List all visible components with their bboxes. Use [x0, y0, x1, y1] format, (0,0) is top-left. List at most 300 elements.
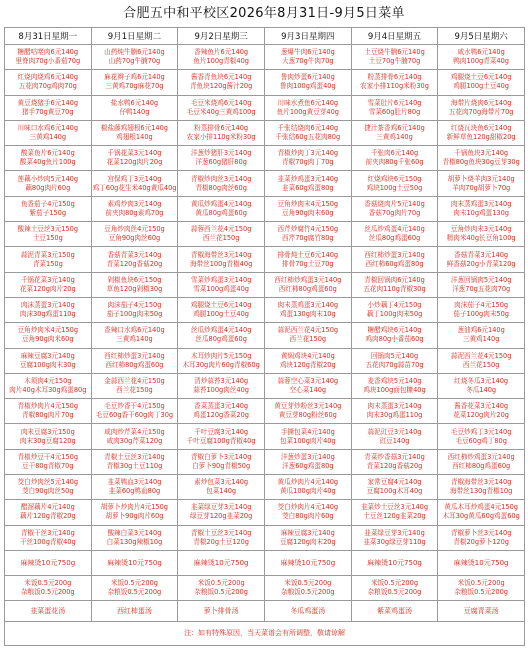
dish-ingredients: 包菜100g肉片40g	[279, 436, 336, 445]
dish-cell	[178, 297, 265, 322]
dish-ingredients: 豆角90g肉末60g	[282, 208, 334, 217]
soup-cell	[91, 600, 178, 621]
soup-cell	[351, 600, 438, 621]
dish-ingredients: 大葱70g牛肉70g	[282, 57, 334, 66]
dish-cell	[351, 171, 438, 196]
day-header-friday: 9月4日星期五	[351, 28, 438, 45]
dish-name: 肉末蒸蛋3元140g	[367, 402, 422, 411]
rice-label: 米饭0.5元200g	[370, 578, 419, 587]
dish-cell	[5, 449, 92, 474]
dish-cell	[351, 399, 438, 424]
dish-name: 酸菜鱼片6元140g	[20, 149, 75, 158]
dish-ingredients: 毛豆米40g三黄鸡100g	[186, 107, 256, 116]
dish-row	[5, 297, 525, 322]
dish-name: 盐水鸭6元140g	[110, 98, 159, 107]
malatang-cell	[178, 550, 265, 575]
dish-cell	[438, 120, 525, 145]
dish-name: 小炒藕丁4元150g	[367, 301, 422, 310]
dish-ingredients: 猪手70g黄豆70g	[22, 107, 74, 116]
dish-name: 千锅鱼块3元140g	[454, 149, 509, 158]
dish-ingredients: 鱼片100g黄豆芽40g	[276, 107, 339, 116]
mixed-grain-rice-label: 杂粮饭0.5元200g	[107, 587, 162, 596]
dish-ingredients: 土豆丝120g韭菜20g	[363, 512, 426, 521]
soup-label: 萝卜排骨汤	[203, 606, 239, 615]
dish-name: 韭菜绿豆芽3元140g	[364, 528, 425, 537]
malatang-row	[5, 550, 525, 575]
dish-cell	[264, 475, 351, 500]
dish-name: 丝瓜炒鸡蛋4元140g	[190, 326, 252, 335]
dish-name: 莲藕小炒肉5元140g	[17, 174, 79, 183]
dish-cell	[5, 146, 92, 171]
page-title: 合肥五中和平校区2026年8月31日-9月5日菜单	[123, 6, 405, 21]
dish-name: 木耳炒肉片5元150g	[190, 351, 252, 360]
dish-ingredients: 西红柿80g鸡蛋60g	[278, 284, 337, 293]
dish-name: 青椒干丝3元140g	[20, 528, 75, 537]
dish-name: 酱香青鱼块6元140g	[190, 73, 252, 82]
dish-cell	[91, 146, 178, 171]
dish-cell	[178, 120, 265, 145]
dish-ingredients: 海带丝130g青椒10g	[449, 487, 513, 496]
dish-ingredients: 酸菜40g鱼片100g	[19, 158, 76, 167]
dish-cell	[178, 449, 265, 474]
dish-row	[5, 120, 525, 145]
dish-name: 青椒土豆丝3元140g	[104, 452, 165, 461]
dish-ingredients: 鲁肉100g鸡蛋40g	[279, 82, 336, 91]
dish-name: 韭菜炒土豆丝3元140g	[360, 503, 429, 512]
day-header-monday: 8月31日星期一	[5, 28, 92, 45]
dish-cell	[438, 373, 525, 398]
dish-ingredients: 西芹70g腐竹80g	[282, 234, 334, 243]
dish-name: 香菜蒸蛋3元140g	[194, 402, 249, 411]
dish-row	[5, 449, 525, 474]
dish-name: 洋葱炒蛋3元140g	[280, 452, 335, 461]
dish-ingredients: 山药70g牛腩70g	[108, 57, 161, 66]
mixed-grain-rice-label: 杂粮饭0.5元200g	[194, 587, 248, 596]
dish-cell	[178, 70, 265, 95]
dish-name: 素炒包菜3元140g	[194, 478, 249, 487]
dish-cell	[264, 120, 351, 145]
dish-cell	[351, 222, 438, 247]
dish-name: 鸡腿烧土豆6元140g	[190, 301, 252, 310]
dish-ingredients: 茄子100g肉末50g	[106, 310, 163, 319]
dish-ingredients: 鸡蛋130g肉末10g	[279, 310, 336, 319]
dish-ingredients: 千叶豆腐100g青椒40g	[186, 436, 256, 445]
malatang-cell	[351, 550, 438, 575]
dish-name: 青椒炒肉丁3元140g	[277, 149, 339, 158]
dish-name: 咸水鸭6元140g	[457, 48, 505, 57]
dish-name: 肉末豆腐3元150g	[20, 427, 75, 436]
dish-ingredients: 千张结60g五花肉80g	[275, 133, 341, 142]
dish-cell	[91, 272, 178, 297]
dish-cell	[5, 475, 92, 500]
dish-name: 鱼香茄子4元150g	[20, 199, 75, 208]
dish-name: 胡萝卜烧羊肉3元140g	[447, 174, 515, 183]
dish-name: 肉沫蒸蛋3元140g	[20, 301, 75, 310]
dish-cell	[264, 449, 351, 474]
dish-cell	[438, 399, 525, 424]
day-header-wednesday: 9月2日星期三	[178, 28, 265, 45]
dish-cell	[351, 424, 438, 449]
dish-name: 千张结烧肉6元140g	[277, 124, 339, 133]
rice-cell	[5, 575, 92, 600]
dish-ingredients: 西兰花150g	[116, 386, 153, 394]
dish-ingredients: 五花肉70g鸡肉70g	[18, 82, 77, 91]
dish-name: 酸辣土豆丝3元150g	[17, 225, 79, 234]
day-header-thursday: 9月3日星期四	[264, 28, 351, 45]
dish-name: 手撕包菜4元140g	[280, 427, 335, 436]
dish-ingredients: 豆腐120g肉末20g	[279, 537, 336, 546]
dish-cell	[5, 424, 92, 449]
dish-cell	[438, 247, 525, 272]
dish-ingredients: 三黄鸡140g	[376, 133, 413, 142]
soup-cell	[264, 600, 351, 621]
dish-name: 酱香花菜3元140g	[454, 402, 509, 411]
dish-name: 肉末蒸鸡蛋3元140g	[450, 199, 512, 208]
dish-cell	[438, 45, 525, 70]
dish-ingredients: 毛豆60g鸡丁80g	[455, 436, 507, 445]
dish-ingredients: 西红柿60g鸡蛋80g	[365, 259, 424, 268]
dish-ingredients: 三黄鸡70g麻花70g	[105, 82, 164, 91]
dish-ingredients: 精肉米40g长豆角100g	[446, 234, 516, 243]
dish-ingredients: 绿豆芽120g韭菜20g	[189, 512, 253, 521]
dish-cell	[438, 171, 525, 196]
dish-name: 丝瓜炒鸡蛋4元140g	[364, 225, 425, 234]
dish-name: 千锅花菜3元140g	[20, 275, 75, 284]
dish-cell	[438, 146, 525, 171]
dish-ingredients: 土豆70g牛腩70g	[368, 57, 421, 66]
dish-row	[5, 171, 525, 196]
soup-label: 紫菜鸡蛋汤	[377, 606, 412, 615]
dish-ingredients: 丝瓜80g鸡蛋60g	[195, 335, 247, 344]
dish-name: 鸡腿烧土豆6元140g	[450, 73, 512, 82]
dish-cell	[5, 297, 92, 322]
dish-cell	[351, 247, 438, 272]
dish-name: 红烧鸡块6元150g	[367, 174, 422, 183]
dish-name: 肉沫茄子4元150g	[107, 301, 162, 310]
dish-ingredients: 蒜苔100g肉丝40g	[193, 386, 249, 394]
dish-ingredients: 雪菜100g鸡蛋40g	[193, 284, 249, 293]
dish-name: 素鸡炒肉3元140g	[107, 199, 162, 208]
dish-ingredients: 咸肉30g芹菜120g	[106, 436, 163, 445]
dish-ingredients: 排骨70g土豆70g	[282, 259, 334, 268]
dish-ingredients: 香菇70g肉片70g	[368, 208, 421, 217]
dish-cell	[91, 348, 178, 373]
dish-name: 土豆烧牛腩6元140g	[364, 48, 425, 57]
dish-cell	[438, 70, 525, 95]
dish-cell	[91, 475, 178, 500]
dish-cell	[178, 373, 265, 398]
dish-ingredients: 包菜140g	[206, 487, 237, 496]
dish-cell	[178, 146, 265, 171]
dish-row	[5, 45, 525, 70]
dish-ingredients: 白萝卜90g青椒50g	[192, 461, 251, 470]
dish-ingredients: 洋葱70g五花肉70g	[452, 284, 511, 293]
dish-cell	[5, 120, 92, 145]
dish-cell	[438, 475, 525, 500]
dish-ingredients: 鲜香菇20g小青菜120g	[446, 259, 516, 268]
dish-ingredients: 三黄鸡140g	[462, 335, 500, 344]
dish-cell	[351, 70, 438, 95]
dish-name: 酸辣白菜3元140g	[107, 528, 162, 537]
mixed-grain-rice-label: 杂粮饭0.5元200g	[20, 587, 75, 596]
dish-cell	[91, 196, 178, 221]
dish-ingredients: 白菜130g辣椒10g	[106, 537, 163, 546]
dish-ingredients: 茭白90g肉丝50g	[22, 487, 74, 496]
dish-ingredients: 农家小排110g米粉30g	[360, 82, 429, 91]
dish-ingredients: 西兰花150g	[462, 360, 500, 369]
dish-ingredients: 青椒20g土豆120g	[193, 537, 249, 546]
dish-cell	[351, 373, 438, 398]
dish-cell	[178, 323, 265, 348]
dish-cell	[178, 399, 265, 424]
dish-ingredients: 毛豆60g香干60g肉丁30g	[95, 411, 174, 420]
dish-ingredients: 花菜120g肉片20g	[106, 158, 163, 167]
dish-ingredients: 新鲜草鱼120g甜椒20g	[446, 133, 516, 142]
dish-name: 剁椒鱼块6元150g	[107, 275, 162, 284]
malatang-label: 麻辣烫10元750g	[20, 558, 76, 567]
dish-name: 胡萝卜炒肉片4元150g	[100, 503, 168, 512]
day-header-row	[5, 28, 525, 45]
dish-cell	[264, 45, 351, 70]
soup-cell	[438, 600, 525, 621]
dish-cell	[438, 424, 525, 449]
dish-cell	[91, 222, 178, 247]
dish-ingredients: 鸡块100g土豆50g	[366, 183, 423, 192]
dish-ingredients: 肉片40g木耳30g鸡蛋80g	[9, 386, 87, 394]
dish-row	[5, 525, 525, 550]
dish-ingredients: 洋葱60g猪肝80g	[195, 158, 247, 167]
dish-name: 青椒海带丝3元140g	[190, 250, 252, 259]
dish-ingredients: 鸭肉100g青菜40g	[453, 57, 509, 66]
dish-cell	[264, 424, 351, 449]
dish-name: 麻辣豆腐3元140g	[280, 528, 335, 537]
dish-cell	[178, 272, 265, 297]
dish-cell	[5, 373, 92, 398]
dish-name: 洋葱炒猪肝3元140g	[190, 149, 252, 158]
dish-cell	[178, 196, 265, 221]
dish-name: 清炒蒜苔3元140g	[194, 377, 249, 385]
dish-cell	[5, 399, 92, 424]
weekly-menu-table	[4, 27, 525, 646]
dish-cell	[264, 348, 351, 373]
dish-name: 糖醋咕咾肉6元140g	[17, 48, 79, 57]
dish-cell	[264, 272, 351, 297]
dish-name: 木须肉4元150g	[24, 377, 72, 385]
dish-ingredients: 西兰花150g	[202, 234, 240, 243]
dish-name: 西红柿炒鸡蛋3元140g	[274, 275, 342, 284]
dish-ingredients: 紫茄子150g	[29, 208, 67, 217]
dish-ingredients: 里脊肉70g小番茄70g	[15, 57, 81, 66]
dish-name: 青椒土豆丝3元140g	[190, 528, 252, 537]
malatang-label: 麻辣烫10元750g	[453, 558, 509, 567]
dish-name: 黄瓜炒肉片4元140g	[277, 478, 339, 487]
dish-ingredients: 五花肉110g青椒30g	[363, 284, 426, 293]
dish-name: 红烧冬瓜3元140g	[454, 377, 509, 385]
dish-name: 茭白炒肉丝5元140g	[17, 478, 79, 487]
dish-ingredients: 三黄鸡140g	[29, 133, 67, 142]
day-header-saturday: 9月5日星期六	[438, 28, 525, 45]
dish-cell	[91, 373, 178, 398]
dish-row	[5, 196, 525, 221]
dish-ingredients: 青菜150g	[32, 259, 63, 268]
dish-row	[5, 399, 525, 424]
dish-cell	[438, 222, 525, 247]
dish-name: 青椒海带丝3元140g	[450, 478, 512, 487]
dish-ingredients: 青椒80g肉片70g	[22, 411, 74, 420]
dish-cell	[178, 424, 265, 449]
dish-name: 香辣鱼片6元140g	[194, 48, 249, 57]
dish-ingredients: 鸡肉80g小番茄60g	[365, 335, 424, 344]
dish-cell	[438, 500, 525, 525]
dish-name: 青菜炒香菇3元140g	[364, 452, 425, 461]
dish-ingredients: 冬瓜140g	[466, 386, 497, 394]
dish-ingredients: 豆干80g青椒70g	[22, 461, 74, 470]
dish-cell	[178, 475, 265, 500]
dish-name: 西红柿炒蛋3元140g	[104, 351, 165, 360]
dish-ingredients: 鸡翅根140g	[116, 133, 153, 142]
dish-cell	[351, 449, 438, 474]
rice-cell	[91, 575, 178, 600]
dish-name: 麻辣豆腐3元140g	[20, 351, 75, 360]
dish-name: 雪菜炒鸡蛋3元140g	[190, 275, 252, 284]
dish-row	[5, 323, 525, 348]
dish-name: 豆角炒肉米4元150g	[17, 326, 79, 335]
dish-name: 排骨炖土豆6元140g	[277, 250, 339, 259]
dish-cell	[91, 45, 178, 70]
dish-name: 粉蒸排骨6元140g	[367, 73, 422, 82]
dish-cell	[91, 247, 178, 272]
dish-ingredients: 茄子100g肉末50g	[453, 310, 509, 319]
mixed-grain-rice-label: 杂粮饭0.5元200g	[367, 587, 422, 596]
malatang-cell	[438, 550, 525, 575]
dish-cell	[91, 323, 178, 348]
dish-ingredients: 鸡块120g青椒20g	[279, 360, 336, 369]
dish-cell	[5, 95, 92, 120]
dish-ingredients: 鸡腿100g土豆40g	[453, 82, 509, 91]
dish-cell	[438, 95, 525, 120]
dish-ingredients: 西红柿80g鸡蛋60g	[105, 360, 164, 369]
dish-ingredients: 豆腐100g肉末30g	[19, 360, 76, 369]
dish-row	[5, 95, 525, 120]
dish-ingredients: 鱼片100g青椒40g	[193, 57, 249, 66]
dish-name: 香菇烧肉片5元140g	[364, 199, 425, 208]
dish-cell	[351, 95, 438, 120]
dish-ingredients: 青菜120g香菇20g	[106, 259, 163, 268]
dish-cell	[91, 525, 178, 550]
dish-name: 西红柿炒蛋3元140g	[364, 250, 425, 259]
dish-name: 韭菜炒鸡蛋3元140g	[277, 174, 339, 183]
dish-cell	[264, 500, 351, 525]
dish-name: 金蒜西兰花4元150g	[104, 377, 165, 385]
dish-ingredients: 青椒80g肉丝60g	[195, 183, 247, 192]
dish-name: 葱爆牛肉6元140g	[280, 48, 335, 57]
footer-note: 注：如有特殊原因，当天菜谱会有所调整，敬请谅解	[183, 629, 345, 638]
dish-cell	[5, 196, 92, 221]
dish-name: 蒜蓉西兰花4元150g	[190, 225, 252, 234]
dish-name: 青椒炒肉丝3元140g	[190, 174, 252, 183]
rice-row	[5, 575, 525, 600]
dish-ingredients: 肉末10g鸡蛋130g	[453, 208, 509, 217]
dish-ingredients: 藕80g肉片60g	[25, 183, 71, 192]
dish-cell	[5, 45, 92, 70]
dish-cell	[351, 146, 438, 171]
dish-ingredients: 韭菜60g鸭血80g	[108, 487, 161, 496]
dish-name: 麻花辫子鸡6元140g	[104, 73, 165, 82]
dish-name: 香辣口水鸡6元140g	[104, 326, 165, 335]
mixed-grain-rice-label: 杂粮饭0.5元200g	[280, 587, 335, 596]
dish-cell	[5, 348, 92, 373]
dish-name: 青椒炒肉片4元150g	[17, 402, 79, 411]
dish-cell	[351, 297, 438, 322]
dish-row	[5, 146, 525, 171]
dish-name: 蒜泥西兰花4元150g	[450, 351, 512, 360]
dish-ingredients: 青菜120g香菇20g	[366, 461, 423, 470]
dish-ingredients: 肉末30g豆腐120g	[19, 436, 76, 445]
dish-name: 毛豆炒鸡丁3元140g	[450, 427, 512, 436]
dish-ingredients: 丝瓜80g鸡蛋60g	[368, 234, 421, 243]
dish-cell	[351, 45, 438, 70]
dish-ingredients: 花菜120g肉片20g	[453, 411, 509, 420]
dish-name: 千锅花菜3元140g	[107, 149, 162, 158]
rice-label: 米饭0.5元200g	[284, 578, 332, 587]
soup-label: 韭菜蛋花汤	[30, 606, 66, 615]
dish-cell	[5, 247, 92, 272]
dish-cell	[91, 120, 178, 145]
dish-name: 红烧瓦块鱼6元140g	[450, 124, 512, 133]
malatang-cell	[5, 550, 92, 575]
dish-ingredients: 豆角90g肉丝60g	[108, 234, 161, 243]
dish-name: 海带片烧肉6元140g	[450, 98, 512, 107]
soup-label: 西红柿蛋汤	[116, 606, 152, 615]
dish-ingredients: 鸡丁60g花生米40g黄瓜40g	[92, 183, 177, 192]
dish-cell	[264, 525, 351, 550]
malatang-label: 麻辣烫10元750g	[367, 558, 422, 567]
dish-cell	[178, 95, 265, 120]
dish-cell	[264, 196, 351, 221]
dish-ingredients: 木耳30g肉片60g青椒60g	[182, 360, 260, 369]
dish-cell	[264, 373, 351, 398]
malatang-label: 麻辣烫10元750g	[107, 558, 162, 567]
dish-name: 捷汁茶香鸡6元140g	[364, 124, 425, 133]
dish-cell	[178, 525, 265, 550]
dish-name: 宫保鸡丁3元140g	[107, 174, 162, 183]
dish-name: 韭菜鸭血3元140g	[107, 478, 162, 487]
dish-name: 椒盐藤鸡翅根6元140g	[100, 124, 168, 133]
dish-name: 黄瓜炒鸡蛋4元140g	[190, 199, 252, 208]
dish-cell	[264, 399, 351, 424]
dish-ingredients: 肉末30g鸡蛋110g	[366, 411, 423, 420]
dish-cell	[438, 196, 525, 221]
dish-ingredients: 豆腐100g木耳40g	[366, 487, 423, 496]
dish-cell	[91, 424, 178, 449]
dish-cell	[438, 449, 525, 474]
dish-name: 青椒萝卜丝3元140g	[450, 528, 512, 537]
dish-name: 葱油鸡6元140g	[457, 326, 505, 335]
dish-row	[5, 70, 525, 95]
footer-note-cell	[5, 621, 525, 645]
rice-cell	[351, 575, 438, 600]
dish-ingredients: 洋葱60g鸡蛋80g	[282, 461, 334, 470]
dish-name: 肉末蒸鸡蛋3元140g	[277, 301, 339, 310]
soup-label: 冬瓜鸡蛋汤	[290, 606, 326, 615]
mixed-grain-rice-label: 杂粮饭0.5元200g	[454, 587, 508, 596]
dish-cell	[351, 348, 438, 373]
dish-cell	[5, 70, 92, 95]
dish-ingredients: 花菜120g肉片20g	[19, 284, 76, 293]
dish-ingredients: 青椒80g鱼块30g豆芽30g	[442, 158, 520, 167]
dish-name: 鲁肉炒蛋6元140g	[280, 73, 335, 82]
dish-name: 黄瓜木耳炒鸡蛋4元150g	[444, 503, 518, 512]
